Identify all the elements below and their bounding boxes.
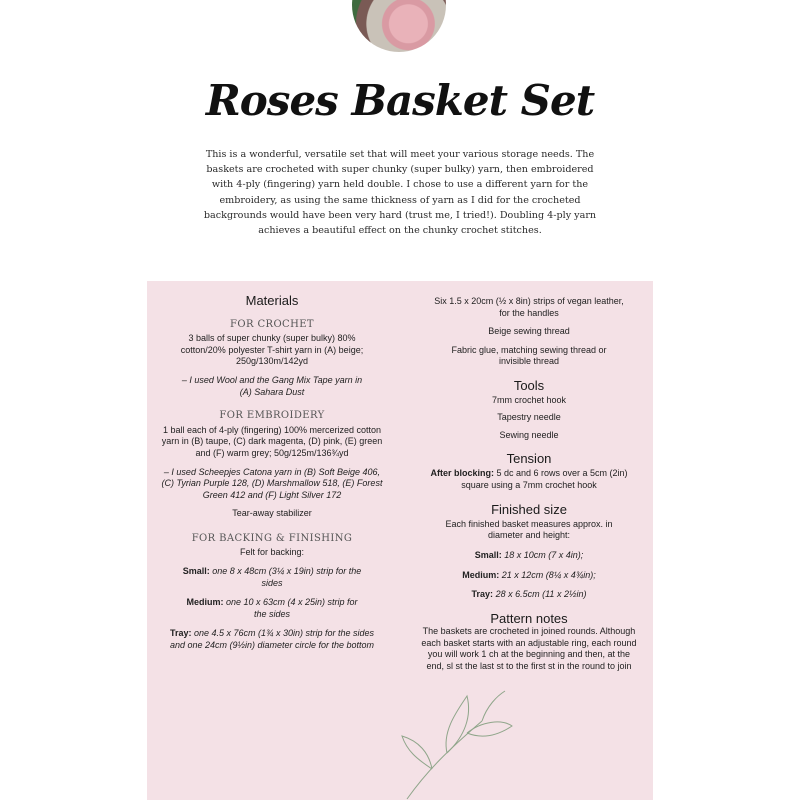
size-small: Small: 18 x 10cm (7 x 4in); [474, 549, 584, 560]
tool-item: Tapestry needle [497, 412, 561, 423]
pattern-notes-heading: Pattern notes [490, 610, 568, 626]
tool-item: 7mm crochet hook [491, 394, 567, 405]
intro-paragraph: This is a wonderful, versatile set that will meet your various storage needs. The baskets are crocheted with super chunky (super bulky) yarn, then embroidered with 4-ply (fingering) yarn held double. I chose to use a different yarn for the embroidery, as using the same thickness of yarn as I did for the crocheted backgrounds would have been very hard (trust me, I tried!). Doubling 4-ply yarn achieves a beautiful effect on the chunky crochet stitches. [203, 149, 597, 237]
left-column [152, 281, 392, 652]
size-tray: Tray: 28 x 6.5cm (11 x 2½in) [471, 589, 587, 600]
felt-tray: Tray: one 4.5 x 76cm (1¾ x 30in) strip for the sides and one 24cm (9½in) diameter circle for the bottom [169, 628, 375, 651]
crochet-heading: FOR CROCHET [230, 318, 314, 330]
tools-heading: Tools [513, 377, 545, 393]
stabilizer: Tear-away stabilizer [232, 508, 312, 519]
size-medium: Medium: 21 x 12cm (8¼ x 4¾in); [462, 569, 596, 580]
materials-panel [147, 281, 653, 800]
rose-photo [352, 0, 446, 52]
felt-medium: Medium: one 10 x 63cm (4 x 25in) strip for the sides [186, 597, 358, 619]
sewing-thread: Beige sewing thread [488, 326, 570, 337]
page-title: Roses Basket Set [205, 76, 595, 125]
fabric-glue: Fabric glue, matching sewing thread or invisible thread [451, 344, 607, 367]
crochet-yarn: 3 balls of super chunky (super bulky) 80% cotton/20% polyester T-shirt yarn in (A) beige; 250g/130m/142yd [180, 333, 364, 367]
felt-backing: Felt for backing: [239, 546, 305, 557]
embroidery-yarn: 1 ball each of 4-ply (fingering) 100% mercerized cotton yarn in (B) taupe, (C) dark magenta, (D) pink, (E) green and (F) warm grey; 50g/125m/136¾yd [161, 424, 383, 458]
felt-small: Small: one 8 x 48cm (3¼ x 19in) strip for the sides [182, 566, 362, 588]
finished-size-heading: Finished size [491, 502, 567, 518]
tool-item: Sewing needle [499, 429, 559, 440]
pattern-notes-text: The baskets are crocheted in joined rounds. Although each basket starts with an adjustable ring, each round you will work 1 ch at the beginning and then, at the end, sl st the last st to the first st in the round to join [421, 626, 637, 672]
embroidery-heading: FOR EMBROIDERY [219, 410, 325, 422]
finished-size-intro: Each finished basket measures approx. in diameter and height: [445, 518, 613, 541]
vegan-leather: Six 1.5 x 20cm (½ x 8in) strips of vegan leather, for the handles [434, 296, 624, 318]
materials-heading: Materials [245, 293, 299, 308]
tension-text: After blocking: 5 dc and 6 rows over a 5cm (2in) square using a 7mm crochet hook [430, 467, 628, 490]
crochet-note: – I used Wool and the Gang Mix Tape yarn in (A) Sahara Dust [181, 374, 363, 397]
backing-heading: FOR BACKING & FINISHING [191, 532, 353, 544]
leaf-sketch-icon [387, 681, 517, 801]
right-column [409, 281, 649, 673]
tension-heading: Tension [506, 451, 552, 467]
embroidery-note: – I used Scheepjes Catona yarn in (B) Soft Beige 406, (C) Tyrian Purple 128, (D) Marshmallow 518, (E) Forest Green 412 and (F) Light Silver 172 [161, 466, 383, 500]
